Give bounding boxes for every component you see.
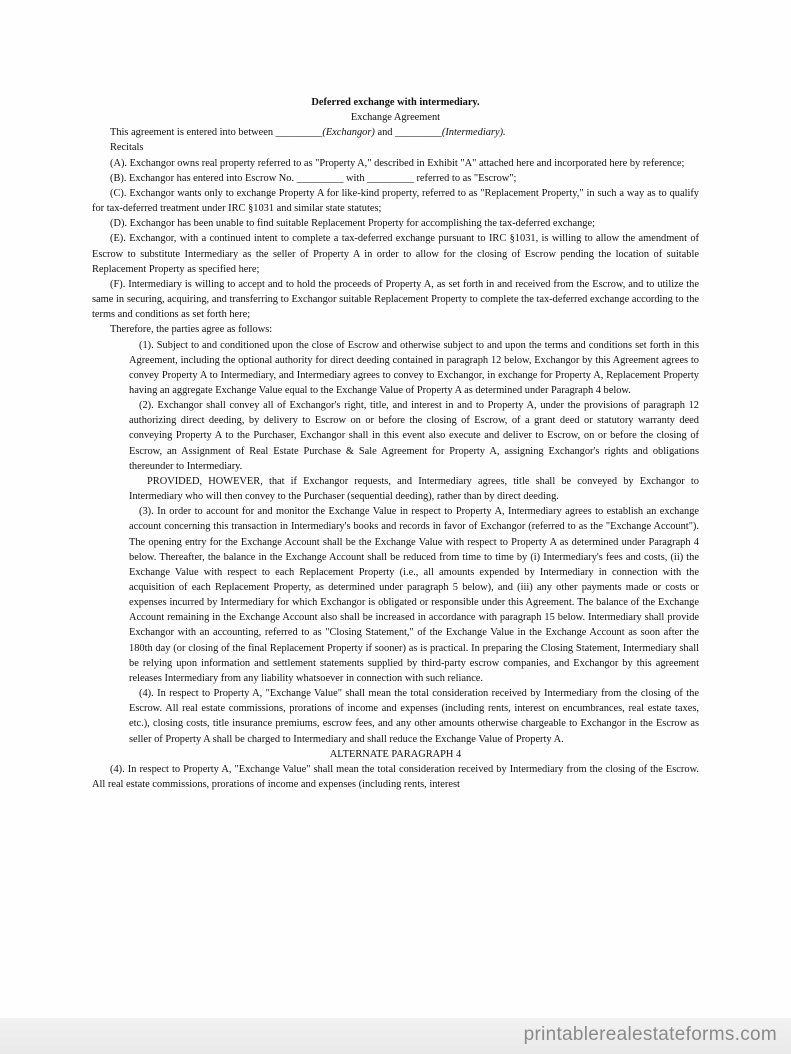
alternate-paragraph-heading: ALTERNATE PARAGRAPH 4 (329, 748, 462, 760)
paragraph-2: (2). Exchangor shall convey all of Exchangor's right, title, and interest in and to Property A, under the provisions of paragraph 12 authorizing direct deeding, by delivery to Escrow on or before the closing of Escrow, of a grant deed or statutory warranty deed conveying Property A to the Purchaser, Exchangor shall in this event also execute and deliver to Escrow, on or before the closing of Escrow, an Assignment of Real Estate Purchase & Sale Agreement for Property A, assigning Exchangor's rights and obligations thereunder to Intermediary. (129, 400, 699, 472)
site-watermark: printablerealestateforms.com (523, 1024, 777, 1045)
paragraph-4: (4). In respect to Property A, "Exchange Value" shall mean the total consideration received by Intermediary from the closing of the Escrow. All real estate commissions, prorations of income and expenses (including rents, interest on encumbrances, real estate taxes, etc.), closing costs, title insurance premiums, escrow fees, and any other amounts otherwise chargeable to Exchangor in the Escrow as seller of Property A shall be charged to Intermediary and shall reduce the Exchange Value of Property A. (129, 688, 699, 745)
recitals-heading: Recitals (110, 142, 144, 154)
recital-a: (A). Exchangor owns real property referred to as "Property A," described in Exhibit "A" attached here and incorporated here by reference; (110, 157, 685, 169)
proviso-clause: PROVIDED, HOWEVER, that if Exchangor requests, and Intermediary agrees, title shall be conveyed by Exchangor to Intermediary who will then convey to the Purchaser (sequential deeding), rather than by direct deeding. (129, 475, 699, 503)
alternate-paragraph-4: (4). In respect to Property A, "Exchange Value" shall mean the total consideration received by Intermediary from the closing of the Escrow. All real estate commissions, prorations of income and expenses (including rents, interest (92, 763, 699, 791)
recital-b: (B). Exchangor has entered into Escrow No. _________ with _________ referred to as "Escrow"; (110, 172, 517, 184)
recital-d: (D). Exchangor has been unable to find suitable Replacement Property for accomplishing the tax-deferred exchange; (110, 218, 596, 230)
intro-text-and: and _________ (374, 127, 442, 139)
recital-e: (E). Exchangor, with a continued intent to complete a tax-deferred exchange pursuant to IRC §1031, is willing to allow the amendment of Escrow to substitute Intermediary as the seller of Property A in order to allow for the closing of Escrow pending the location of suitable Replacement Property as specified here; (92, 233, 699, 275)
exchangor-label: (Exchangor) (322, 127, 375, 139)
document-body (92, 95, 699, 792)
intro-text-start: This agreement is entered into between _________ (110, 127, 323, 139)
paragraph-3: (3). In order to account for and monitor the Exchange Value in respect to Property A, Intermediary agrees to establish an exchange account concerning this transaction in Intermediary's books and records in favor of Exchangor (referred to as the "Exchange Account"). The opening entry for the Exchange Account shall be the Exchange Value with respect to Property A as determined under Paragraph 4 below. Thereafter, the balance in the Exchange Account shall be reduced from time to time by (i) Intermediary's fees and costs, (ii) the Exchange Value with respect to each Replacement Property (i.e., all amounts expended by Intermediary in connection with the acquisition of each Replacement Property, as determined under paragraph 5 below), and (iii) any other payments made or costs or expenses incurred by Intermediary for which Exchangor is obligated or responsible under this Agreement. The balance of the Exchange Account remaining in the Exchange Account also shall be increased in accordance with paragraph 15 below. Intermediary shall provide Exchangor with an accounting, referred to as "Closing Statement," of the Exchange Value in the Exchange Account as soon after the 180th day (or closing of the final Replacement Property if sooner) as is practical. In preparing the Closing Statement, Intermediary shall be relying upon information and settlement statements supplied by third-party escrow companies, and Exchangor by this agreement releases Intermediary from any liability whatsoever in connection with such reliance. (129, 506, 699, 684)
document-subtitle: Exchange Agreement (350, 112, 441, 124)
agreement-intro: Therefore, the parties agree as follows: (110, 324, 273, 336)
intermediary-label: (Intermediary). (441, 127, 506, 139)
document-title: Deferred exchange with intermediary. (311, 97, 480, 108)
recital-c: (C). Exchangor wants only to exchange Property A for like-kind property, referred to as "Replacement Property," in such a way as to qualify for tax-deferred treatment under IRC §1031 and similar state statutes; (92, 187, 699, 215)
intro-sentence (92, 125, 699, 140)
paragraph-1: (1). Subject to and conditioned upon the close of Escrow and otherwise subject to and upon the terms and conditions set forth in this Agreement, including the optional authority for direct deeding contained in paragraph 12 below, Exchangor by this Agreement agrees to convey Property A to Intermediary, and Intermediary agrees to convey to Exchangor, in exchange for Property A, Replacement Property having an aggregate Exchange Value equal to the Exchange Value of Property A as determined under Paragraph 4 below. (129, 339, 699, 396)
recital-f: (F). Intermediary is willing to accept and to hold the proceeds of Property A, as set forth in and received from the Escrow, and to utilize the same in securing, acquiring, and transferring to Exchangor suitable Replacement Property to complete the tax-deferred exchange according to the terms and conditions as set forth here; (92, 278, 699, 321)
